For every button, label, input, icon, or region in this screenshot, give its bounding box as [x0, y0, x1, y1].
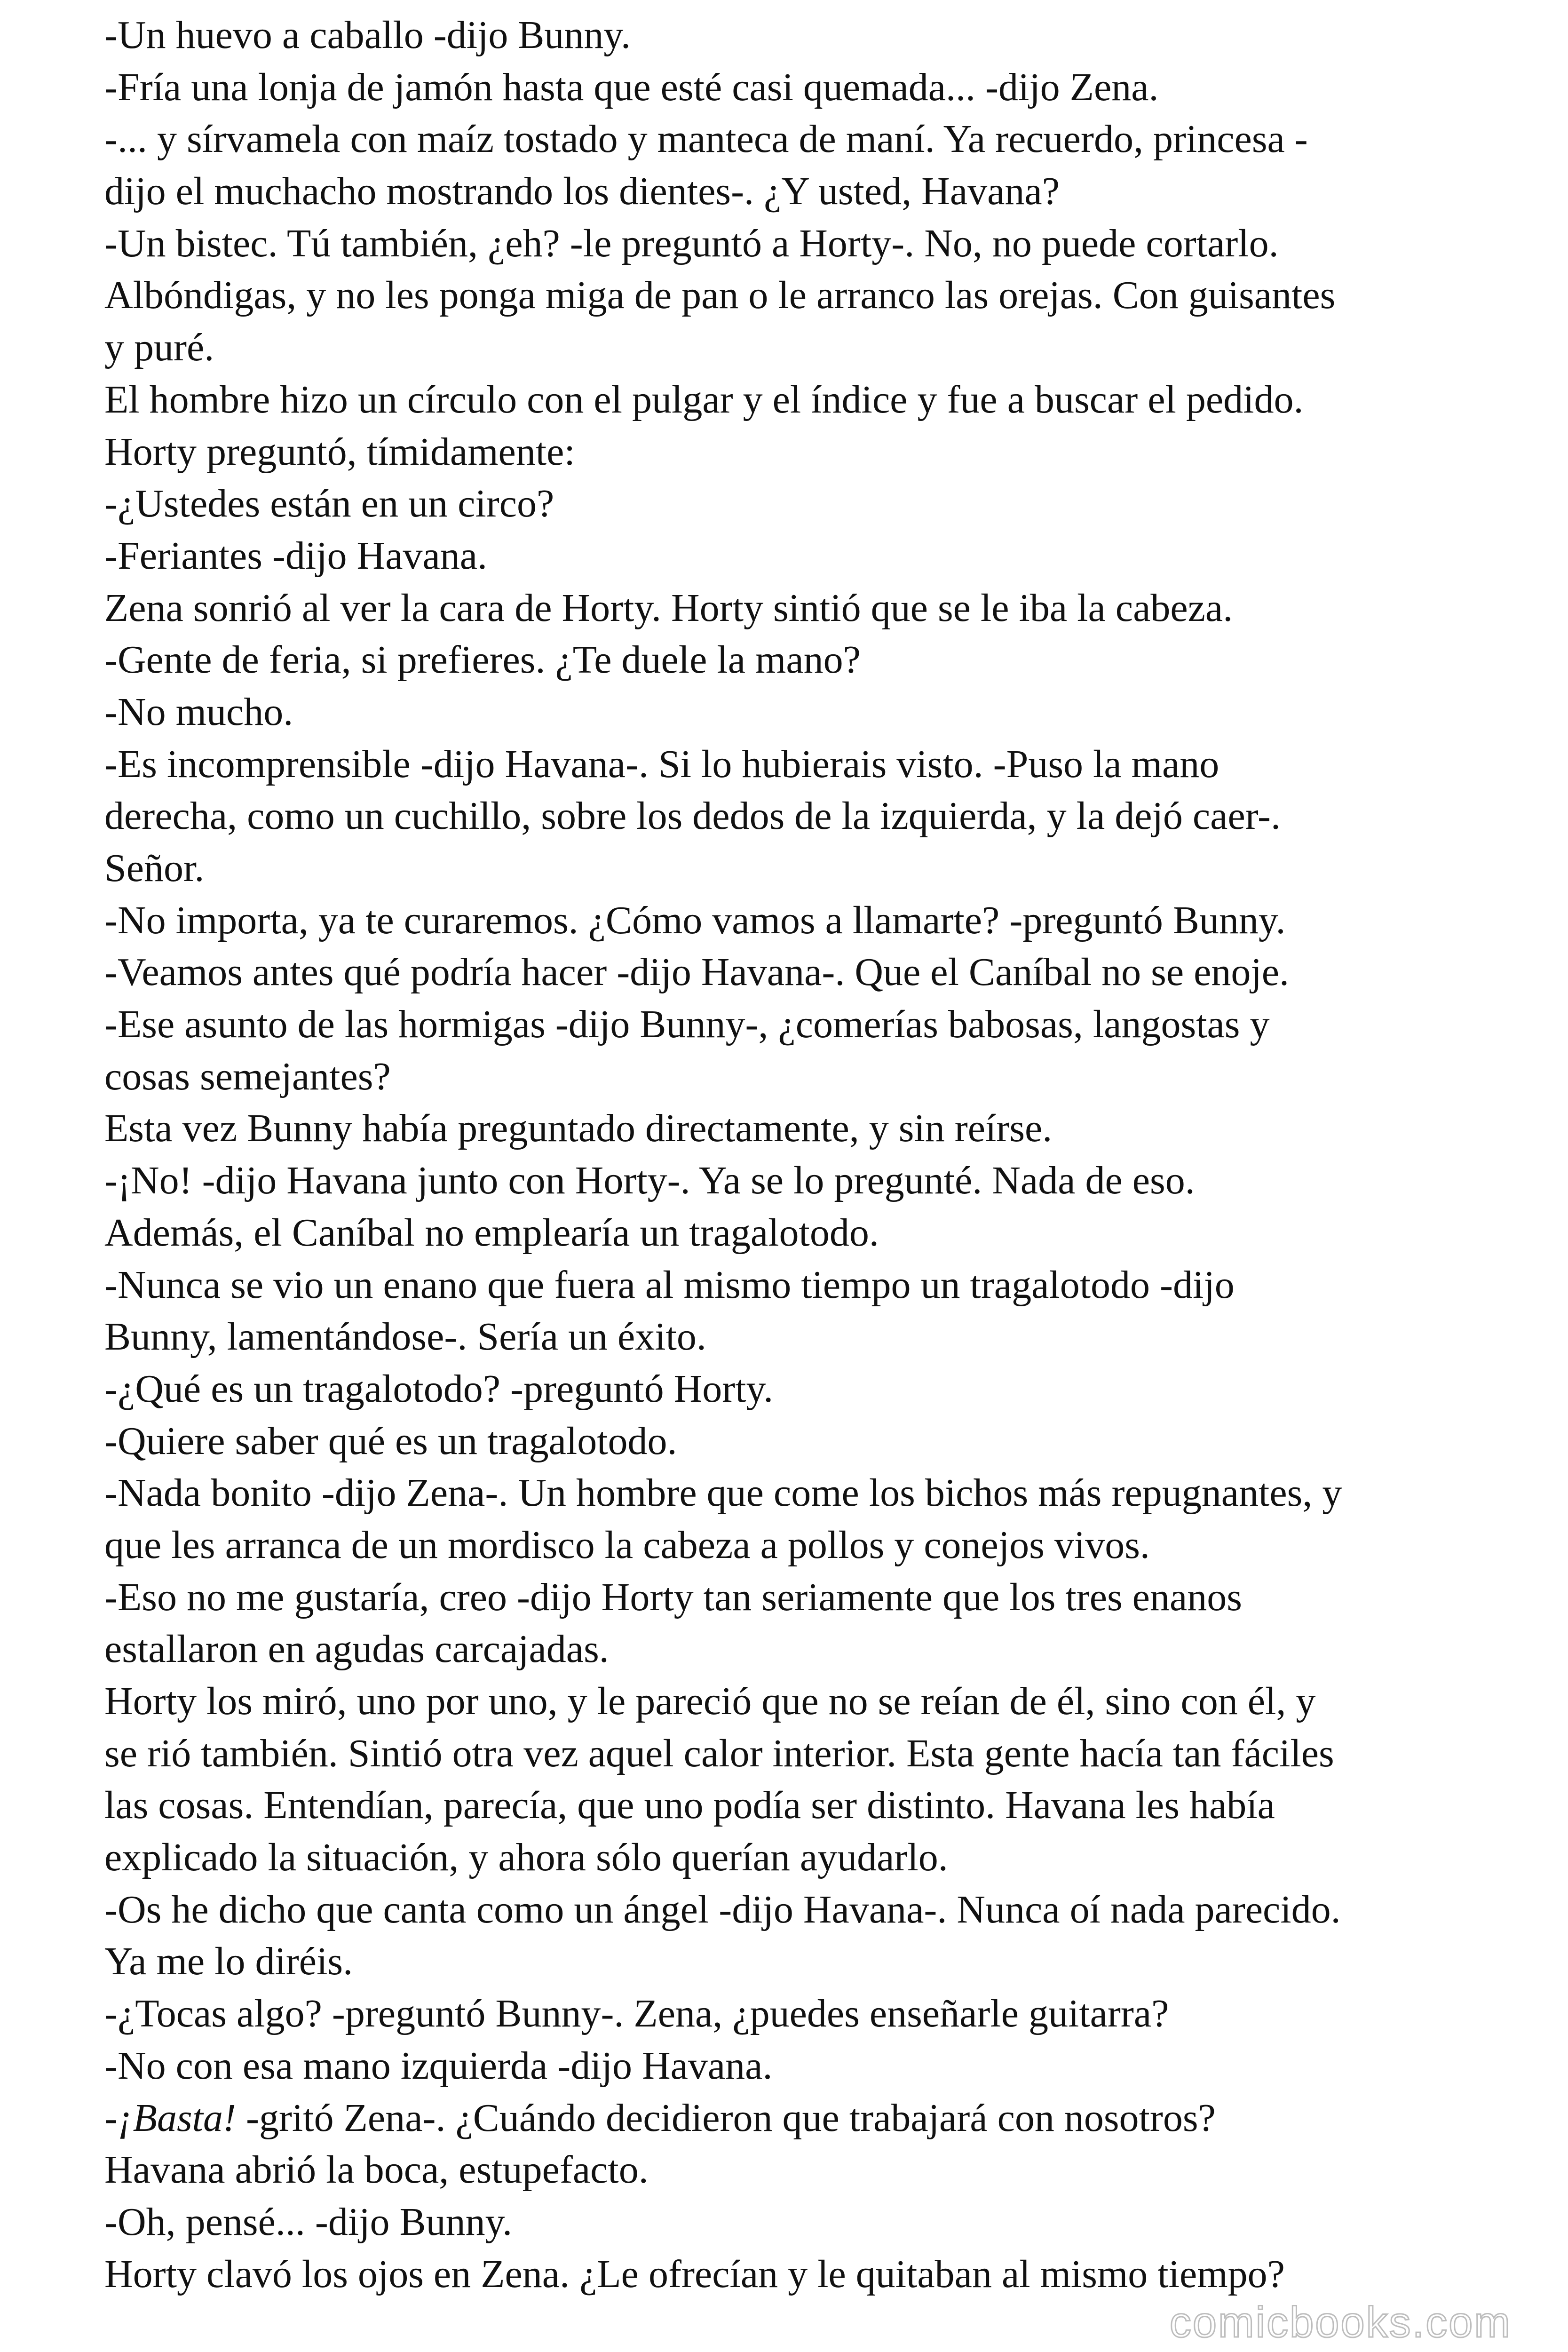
text-line: -Quiere saber qué es un tragalotodo.: [104, 1419, 677, 1463]
text-line: -Un bistec. Tú también, ¿eh? -le preguntó a Horty-. No, no puede cortarlo.: [104, 221, 1279, 265]
text-line: -Un huevo a caballo -dijo Bunny.: [104, 13, 631, 57]
text-line: -Oh, pensé... -dijo Bunny.: [104, 2200, 513, 2244]
text-line: Esta vez Bunny había preguntado directamente, y sin reírse.: [104, 1106, 1053, 1151]
text-line: Bunny, lamentándose-. Sería un éxito.: [104, 1315, 706, 1359]
text-line: -Feriantes -dijo Havana.: [104, 533, 488, 578]
text-line: -Os he dicho que canta como un ángel -dijo Havana-. Nunca oí nada parecido.: [104, 1887, 1341, 1931]
text-line: -Ese asunto de las hormigas -dijo Bunny-, ¿comerías babosas, langostas y: [104, 1002, 1270, 1047]
text-line: -¿Qué es un tragalotodo? -preguntó Horty.: [104, 1367, 774, 1411]
text-line: que les arranca de un mordisco la cabeza a pollos y conejos vivos.: [104, 1523, 1150, 1567]
text-line: -... y sírvamela con maíz tostado y manteca de maní. Ya recuerdo, princesa -: [104, 117, 1308, 161]
text-line: -Nunca se vio un enano que fuera al mismo tiempo un tragalotodo -dijo: [104, 1263, 1235, 1307]
text-line: se rió también. Sintió otra vez aquel calor interior. Esta gente hacía tan fáciles: [104, 1731, 1334, 1775]
text-line: derecha, como un cuchillo, sobre los dedos de la izquierda, y la dejó caer-.: [104, 794, 1281, 838]
text-line: -¿Ustedes están en un circo?: [104, 482, 554, 526]
text-line: -Fría una lonja de jamón hasta que esté casi quemada... -dijo Zena.: [104, 65, 1159, 109]
text-line: Havana abrió la boca, estupefacto.: [104, 2148, 649, 2192]
text-line: cosas semejantes?: [104, 1054, 391, 1098]
text-line: -No con esa mano izquierda -dijo Havana.: [104, 2043, 773, 2088]
text-line: -Veamos antes qué podría hacer -dijo Havana-. Que el Caníbal no se enoje.: [104, 950, 1290, 994]
text-line: Ya me lo diréis.: [104, 1939, 353, 1984]
text-line: -No mucho.: [104, 690, 293, 734]
basta-italic: ¡Basta!: [117, 2096, 236, 2140]
text-line: Señor.: [104, 846, 205, 890]
text-line: -¡No! -dijo Havana junto con Horty-. Ya se lo pregunté. Nada de eso.: [104, 1159, 1195, 1203]
text-line: Zena sonrió al ver la cara de Horty. Horty sintió que se le iba la cabeza.: [104, 586, 1233, 630]
text-lines: [104, 9, 1497, 2092]
text-line: -Nada bonito -dijo Zena-. Un hombre que come los bichos más repugnantes, y: [104, 1471, 1342, 1515]
text-line: Además, el Caníbal no emplearía un tragalotodo.: [104, 1210, 879, 1255]
text-line: -¿Tocas algo? -preguntó Bunny-. Zena, ¿puedes enseñarle guitarra?: [104, 1992, 1169, 2036]
text-line: -Eso no me gustaría, creo -dijo Horty tan seriamente que los tres enanos: [104, 1575, 1242, 1619]
book-page-text: [104, 9, 1497, 2300]
text-line: -Gente de feria, si prefieres. ¿Te duele la mano?: [104, 638, 861, 682]
text-line: dijo el muchacho mostrando los dientes-. ¿Y usted, Havana?: [104, 169, 1060, 214]
basta-rest: -gritó Zena-. ¿Cuándo decidieron que trabajará con nosotros?: [236, 2096, 1216, 2140]
text-line: y puré.: [104, 326, 214, 370]
basta-prefix: -: [104, 2096, 118, 2140]
text-line: Albóndigas, y no les ponga miga de pan o le arranco las orejas. Con guisantes: [104, 273, 1336, 318]
watermark-logo: comicbooks.com: [1169, 2298, 1512, 2346]
text-line: Horty clavó los ojos en Zena. ¿Le ofrecían y le quitaban al mismo tiempo?: [104, 2252, 1285, 2296]
text-line: -No importa, ya te curaremos. ¿Cómo vamos a llamarte? -preguntó Bunny.: [104, 898, 1286, 942]
text-line: estallaron en agudas carcajadas.: [104, 1627, 609, 1671]
text-line: Horty los miró, uno por uno, y le pareció que no se reían de él, sino con él, y: [104, 1679, 1316, 1723]
text-line: El hombre hizo un círculo con el pulgar y el índice y fue a buscar el pedido.: [104, 377, 1304, 421]
text-line-basta: [104, 2092, 1497, 2145]
closing-text-lines: [104, 2144, 1497, 2300]
text-line: -Es incomprensible -dijo Havana-. Si lo hubierais visto. -Puso la mano: [104, 742, 1220, 786]
text-line: explicado la situación, y ahora sólo querían ayudarlo.: [104, 1836, 948, 1880]
text-line: Horty preguntó, tímidamente:: [104, 429, 575, 474]
text-line: las cosas. Entendían, parecía, que uno podía ser distinto. Havana les había: [104, 1783, 1275, 1828]
